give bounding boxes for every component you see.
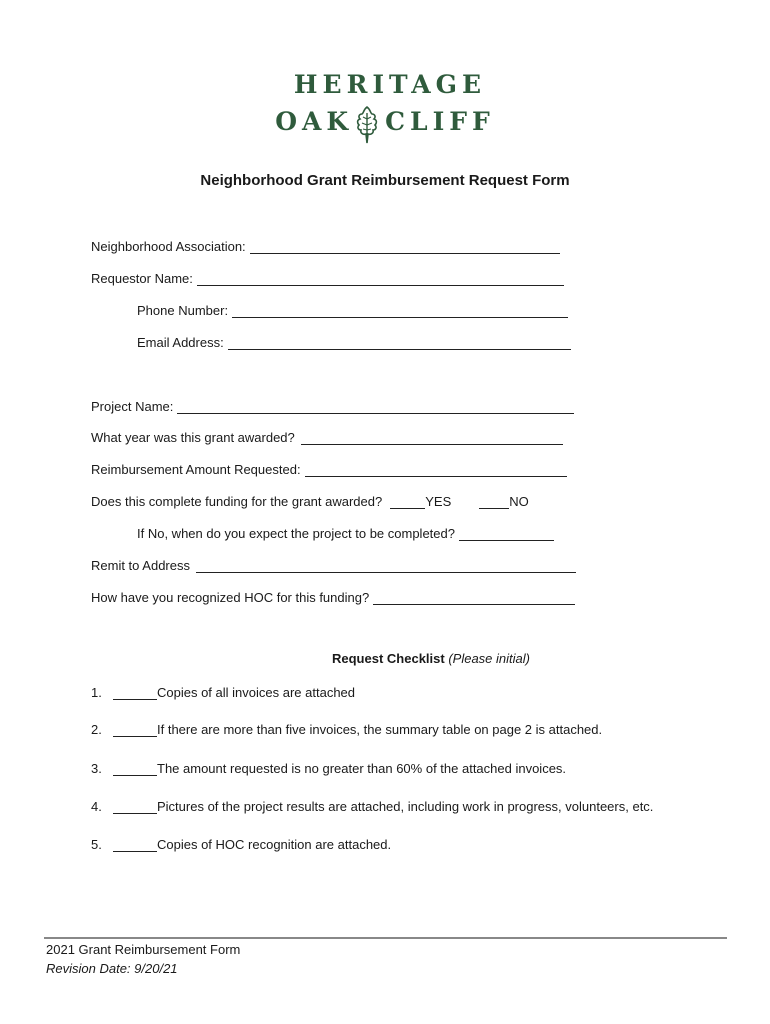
phone-number-row	[137, 300, 568, 318]
oak-leaf-icon	[353, 105, 381, 145]
checklist-initial-field[interactable]	[113, 837, 157, 852]
year-awarded-field[interactable]	[301, 430, 563, 445]
footer-revision-date: Revision Date: 9/20/21	[46, 961, 178, 976]
recognized-hoc-row	[91, 587, 575, 605]
recognized-hoc-field[interactable]	[373, 590, 575, 605]
checklist-item	[91, 758, 566, 776]
if-no-label: If No, when do you expect the project to be completed?	[137, 526, 455, 541]
complete-funding-row	[91, 491, 529, 509]
reimbursement-amount-field[interactable]	[305, 462, 567, 477]
no-initial-field[interactable]	[479, 494, 509, 509]
checklist-item-text: The amount requested is no greater than 60% of the attached invoices.	[157, 761, 567, 776]
checklist-initial-field[interactable]	[113, 685, 157, 700]
requestor-name-row	[91, 268, 564, 286]
project-name-field[interactable]	[177, 399, 574, 414]
checklist-item-number: 4.	[91, 799, 102, 814]
phone-number-field[interactable]	[232, 303, 568, 318]
reimbursement-amount-row	[91, 459, 567, 477]
checklist-initial-field[interactable]	[113, 722, 157, 737]
remit-address-field[interactable]	[196, 558, 576, 573]
checklist-item	[91, 834, 391, 852]
completion-date-field[interactable]	[459, 526, 554, 541]
logo-text-cliff: CLIFF	[385, 107, 495, 136]
remit-address-label: Remit to Address	[91, 558, 190, 573]
complete-funding-label: Does this complete funding for the grant awarded?	[91, 494, 383, 509]
year-awarded-row	[91, 427, 563, 445]
checklist-item-text: Copies of all invoices are attached	[157, 685, 356, 700]
footer-form-name: 2021 Grant Reimbursement Form	[46, 942, 241, 957]
logo-text-heritage: HERITAGE	[293, 70, 487, 99]
checklist-item-number: 5.	[91, 837, 102, 852]
heritage-oak-cliff-logo	[0, 70, 770, 142]
requestor-name-label: Requestor Name:	[91, 271, 193, 286]
yes-initial-field[interactable]	[390, 494, 425, 509]
neighborhood-association-label: Neighborhood Association:	[91, 239, 246, 254]
project-name-label: Project Name:	[91, 399, 174, 414]
checklist-item	[91, 682, 355, 700]
email-address-row	[137, 332, 571, 350]
checklist-item-number: 3.	[91, 761, 102, 776]
remit-address-row	[91, 555, 576, 573]
year-awarded-label: What year was this grant awarded?	[91, 430, 295, 445]
checklist-heading-note: (Please initial)	[448, 651, 530, 666]
checklist-item-number: 1.	[91, 685, 102, 700]
checklist-heading	[0, 651, 770, 666]
checklist-initial-field[interactable]	[113, 799, 157, 814]
checklist-item	[91, 796, 653, 814]
email-address-label: Email Address:	[137, 335, 224, 350]
checklist-item-text: Copies of HOC recognition are attached.	[157, 837, 392, 852]
checklist-initial-field[interactable]	[113, 761, 157, 776]
no-label: NO	[509, 494, 529, 509]
checklist-item-text: If there are more than five invoices, the summary table on page 2 is attached.	[157, 722, 603, 737]
if-no-row	[137, 523, 554, 541]
project-name-row	[91, 396, 574, 414]
checklist-item-number: 2.	[91, 722, 102, 737]
checklist-item	[91, 719, 602, 737]
form-title: Neighborhood Grant Reimbursement Request Form	[200, 172, 570, 189]
neighborhood-association-field[interactable]	[250, 239, 560, 254]
email-address-field[interactable]	[228, 335, 571, 350]
checklist-heading-title: Request Checklist	[332, 651, 445, 666]
recognized-hoc-label: How have you recognized HOC for this funding?	[91, 590, 370, 605]
footer-divider	[44, 937, 727, 939]
phone-number-label: Phone Number:	[137, 303, 229, 318]
logo-text-oak: OAK	[275, 107, 354, 136]
reimbursement-amount-label: Reimbursement Amount Requested:	[91, 462, 301, 477]
checklist-item-text: Pictures of the project results are attached, including work in progress, volunteers, etc.	[157, 799, 654, 814]
requestor-name-field[interactable]	[197, 271, 564, 286]
logo-line-2	[0, 102, 770, 142]
neighborhood-association-row	[91, 236, 560, 254]
yes-label: YES	[425, 494, 452, 509]
